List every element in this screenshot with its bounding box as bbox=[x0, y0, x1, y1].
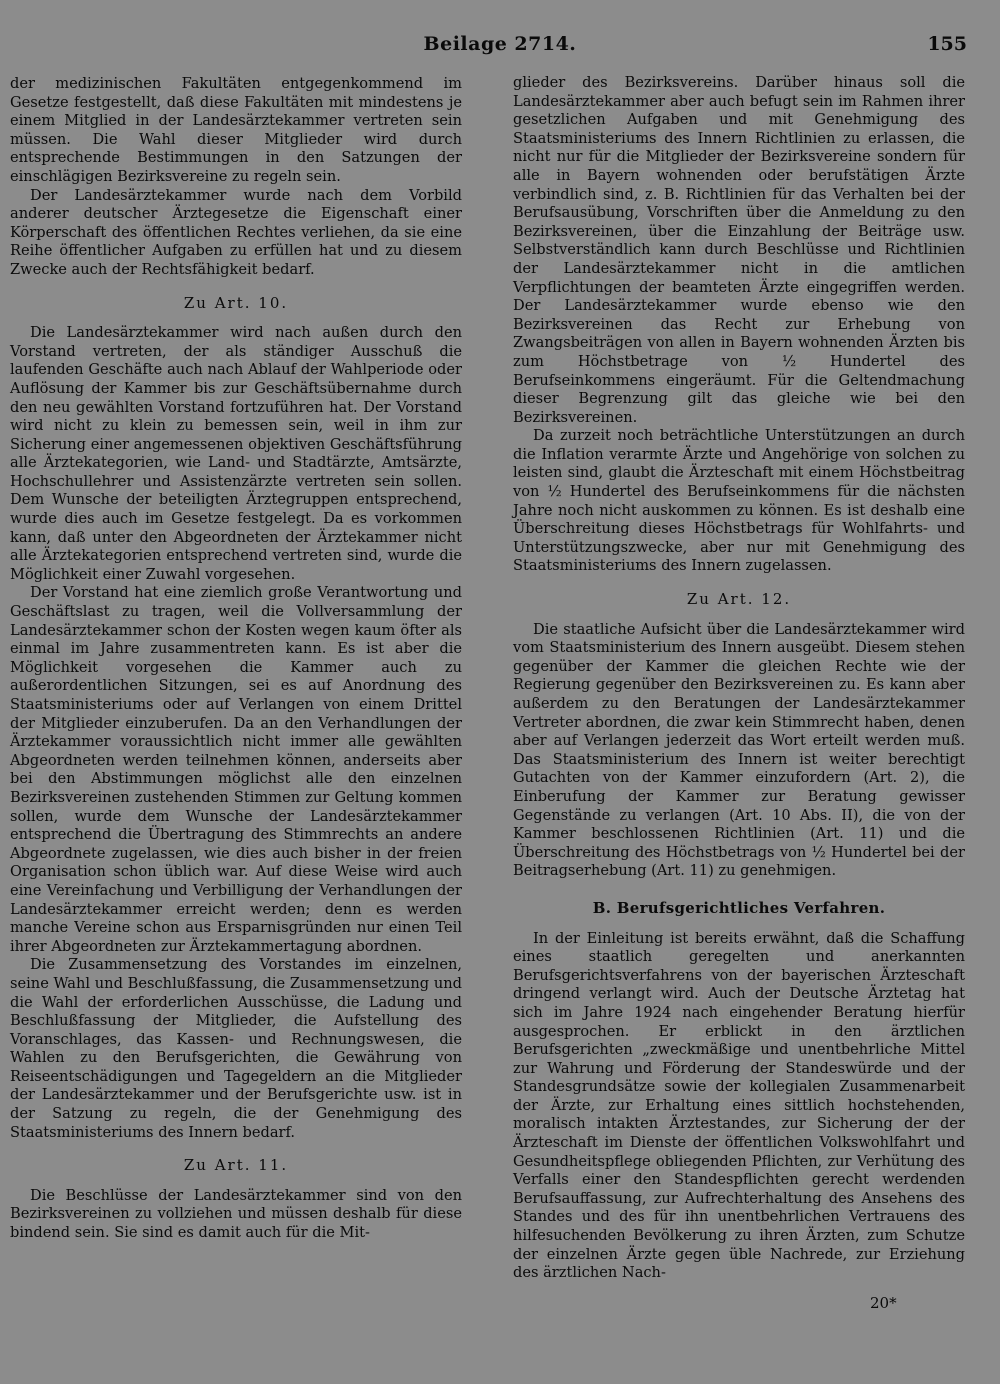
paragraph: Der Landesärztekammer wurde nach dem Vorbild anderer deutscher Ärztegesetze die Eigenschaft einer Körperschaft des öffentlichen Rechtes verliehen, da sie eine Reihe öffentlicher Aufgaben zu erfüllen hat und zu diesem Zwecke auch der Rechtsfähigkeit bedarf. bbox=[10, 186, 462, 278]
page-number: 155 bbox=[927, 33, 967, 55]
page-header-title: Beilage 2714. bbox=[423, 33, 577, 55]
paragraph: In der Einleitung ist bereits erwähnt, daß die Schaffung eines staatlich geregelten und anerkannten Berufsgerichtsverfahrens von der bayerischen Ärzteschaft dringend verlangt wird. Auch der Deutsche Ärztetag hat sich im Jahre 1924 nach eingehender Beratung hierfür ausgesprochen. Er erblickt in den ärztlichen Berufsgerichten „zweckmäßige und unentbehrliche Mittel zur Wahrung und Förderung der Standeswürde und der Standesgrundsätze sowie der kollegialen Zusammenarbeit der Ärzte, zur Erhaltung eines sittlich hochstehenden, moralisch intakten Ärztestandes, zur Sicherung der der Ärzteschaft im Dienste der öffentlichen Volkswohlfahrt und Gesundheitspflege obliegenden Pflichten, zur Verhütung des Verfalls einer den Standespflichten gerecht werdenden Berufsauffassung, zur Aufrechterhaltung des Ansehens des Standes und des für ihn unentbehrlichen Vertrauens des hilfesuchenden Bevölkerung zu ihren Ärzten, zum Schutze der einzelnen Ärzte gegen üble Nachrede, zur Erziehung des ärztlichen Nach- bbox=[513, 929, 965, 1282]
paragraph: Die staatliche Aufsicht über die Landesärztekammer wird vom Staatsministerium des Innern ausgeübt. Diesem stehen gegenüber der Kammer die gleichen Rechte wie der Regierung gegenüber den Bezirksvereinen zu. Es kann aber außerdem zu den Beratungen der Landesärztekammer Vertreter abordnen, die zwar kein Stimmrecht haben, denen aber auf Verlangen jederzeit das Wort erteilt werden muß. Das Staatsministerium des Innern ist weiter berechtigt Gutachten von der Kammer einzufordern (Art. 2), die Einberufung der Kammer zur Beratung gewisser Gegenstände zu verlangen (Art. 10 Abs. II), die von der Kammer beschlossenen Richtlinien (Art. 11) und die Überschreitung des Höchstbetrags von ½ Hundertel bei der Beitragserhebung (Art. 11) zu genehmigen. bbox=[513, 620, 965, 880]
paragraph: Die Zusammensetzung des Vorstandes im einzelnen, seine Wahl und Beschlußfassung, die Zusammensetzung und die Wahl der erforderlichen Ausschüsse, die Ladung und Beschlußfassung der Mitglieder, die Aufstellung des Voranschlages, das Kassen- und Rechnungswesen, die Wahlen zu den Berufsgerichten, die Gewährung von Reiseentschädigungen und Tagegeldern an die Mitglieder der Landesärztekammer und der Berufsgerichte usw. ist in der Satzung zu regeln, die der Genehmigung des Staatsministeriums des Innern bedarf. bbox=[10, 956, 462, 1141]
paragraph: der medizinischen Fakultäten entgegenkommend im Gesetze festgestellt, daß diese Fakultäten mit mindestens je einem Mitglied in der Landesärztekammer vertreten sein müssen. Die Wahl dieser Mitglieder wird durch entsprechende Bestimmungen in den Satzungen der einschlägigen Bezirksvereine zu regeln sein. bbox=[10, 75, 462, 185]
section-heading-art-11: Zu Art. 11. bbox=[183, 1156, 289, 1175]
paragraph: Die Landesärztekammer wird nach außen durch den Vorstand vertreten, der als ständiger Ausschuß die laufenden Geschäfte auch nach Ablauf der Wahlperiode oder Auflösung der Kammer bis zur Geschäftsübernahme durch den neu gewählten Vorstand fortzuführen hat. Der Vorstand wird nicht zu klein zu bemessen sein, weil in ihm zur Sicherung einer angemessenen objektiven Geschäftsführung alle Ärztekategorien, wie Land- und Stadtärzte, Amtsärzte, Hochschullehrer und Assistenzärzte vertreten sein sollen. Dem Wunsche der beteiligten Ärztegruppen entsprechend, wurde dies auch im Gesetze festgelegt. Da es vorkommen kann, daß unter den Abgeordneten der Ärztekammer nicht alle Ärztekategorien entsprechend vertreten sind, wurde die Möglichkeit einer Zuwahl vorgesehen. bbox=[10, 324, 462, 583]
paragraph: Der Vorstand hat eine ziemlich große Verantwortung und Geschäftslast zu tragen, weil die Vollversammlung der Landesärztekammer schon der Kosten wegen kaum öfter als einmal im Jahre zusammentreten kann. Es ist aber die Möglichkeit vorgesehen die Kammer auch zu außerordentlichen Sitzungen, sei es auf Anordnung des Staatsministeriums oder auf Verlangen von einem Drittel der Mitglieder einzuberufen. Da an den Verhandlungen der Ärztekammer voraussichtlich nicht immer alle gewählten Abgeordneten werden teilnehmen können, anderseits aber bei den Abstimmungen möglichst alle den einzelnen Bezirksvereinen zustehenden Stimmen zur Geltung kommen sollen, wurde dem Wunsche der Landesärztekammer entsprechend die Übertragung des Stimmrechts an andere Abgeordnete zugelassen, wie dies auch bisher in der freien Organisation schon üblich war. Auf diese Weise wird auch eine Vereinfachung und Verbilligung der Verhandlungen der Landesärztekammer erreicht werden; denn es werden manche Vereine schon aus Ersparnisgründen nur einen Teil ihrer Abgeordneten zur Ärztekammertagung abordnen. bbox=[10, 584, 462, 955]
section-heading-art-10: Zu Art. 10. bbox=[183, 293, 289, 312]
right-column bbox=[513, 74, 965, 1283]
paragraph: glieder des Bezirksvereins. Darüber hinaus soll die Landesärztekammer aber auch befugt sein im Rahmen ihrer gesetzlichen Aufgaben und mit Genehmigung des Staatsministeriums des Innern Richtlinien zu erlassen, die nicht nur für die Mitglieder der Bezirksvereine sondern für alle in Bayern wohnenden oder berufstätigen Ärzte verbindlich sind, z. B. Richtlinien für das Verhalten bei der Berufsausübung, Vorschriften über die Anmeldung zu den Bezirksvereinen, über die Einzahlung der Beiträge usw. Selbstverständlich kann durch Beschlüsse und Richtlinien der Landesärztekammer nicht in die amtlichen Verpflichtungen der beamteten Ärzte eingegriffen werden. Der Landesärztekammer wurde ebenso wie den Bezirksvereinen das Recht zur Erhebung von Zwangsbeiträgen von allen in Bayern wohnenden Ärzten bis zum Höchstbetrage von ½ Hundertel des Berufseinkommens eingeräumt. Für die Geltendmachung dieser Begrenzung gilt das gleiche wie bei den Bezirksvereinen. bbox=[513, 74, 965, 426]
signature-mark: 20* bbox=[870, 1294, 897, 1312]
paragraph: Da zurzeit noch beträchtliche Unterstützungen an durch die Inflation verarmte Ärzte und Angehörige von solchen zu leisten sind, glaubt die Ärzteschaft mit einem Höchstbeitrag von ½ Hundertel des Berufseinkommens für die nächsten Jahre noch nicht auskommen zu können. Es ist deshalb eine Überschreitung dieses Höchstbetrags für Wohlfahrts- und Unterstützungszwecke, aber nur mit Genehmigung des Staatsministeriums des Innern zugelassen. bbox=[513, 427, 965, 575]
section-heading-art-12: Zu Art. 12. bbox=[686, 590, 792, 609]
left-column bbox=[10, 75, 462, 1243]
paragraph: Die Beschlüsse der Landesärztekammer sind von den Bezirksvereinen zu vollziehen und müssen deshalb für diese bindend sein. Sie sind es damit auch für die Mit- bbox=[10, 1186, 462, 1242]
section-heading-b: B. Berufsgerichtliches Verfahren. bbox=[592, 898, 886, 917]
